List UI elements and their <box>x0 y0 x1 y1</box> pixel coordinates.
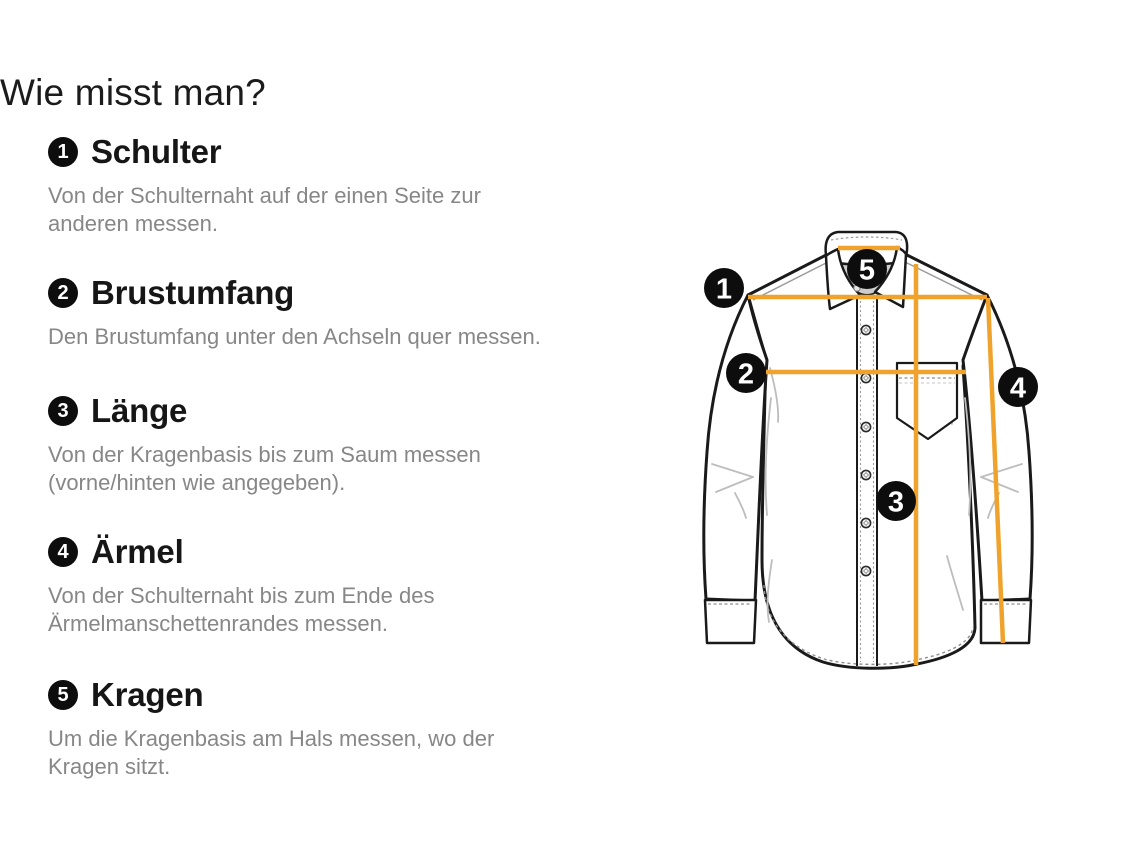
left-cuff <box>705 600 756 643</box>
section-label: Ärmel <box>91 533 184 570</box>
section-aermel <box>48 533 673 638</box>
number-badge-5: 5 <box>48 680 78 710</box>
section-description <box>48 441 673 497</box>
description-line: Von der Kragenbasis bis zum Saum messen <box>48 442 481 467</box>
shirt-button <box>861 373 870 382</box>
description-line: (vorne/hinten wie angegeben). <box>48 470 346 495</box>
shirt-measurement-diagram <box>660 195 1125 705</box>
page-title: Wie misst man? <box>0 71 266 113</box>
section-schulter <box>48 133 673 238</box>
diagram-marker-number: 3 <box>887 486 905 519</box>
shirt-button <box>861 470 870 479</box>
section-label: Schulter <box>91 133 222 170</box>
section-label: Kragen <box>91 676 204 713</box>
shirt-button <box>861 422 870 431</box>
shirt-button <box>861 566 870 575</box>
number-badge-3: 3 <box>48 396 78 426</box>
number-badge-4: 4 <box>48 537 78 567</box>
description-line: Kragen sitzt. <box>48 754 171 779</box>
section-kragen <box>48 676 673 781</box>
section-heading <box>48 533 673 571</box>
right-cuff <box>981 600 1031 643</box>
section-heading <box>48 392 673 430</box>
description-line: Ärmelmanschettenrandes messen. <box>48 611 388 636</box>
description-line: Von der Schulternaht bis zum Ende des <box>48 583 435 608</box>
left-sleeve <box>704 295 767 601</box>
description-line: Den Brustumfang unter den Achseln quer messen. <box>48 324 541 349</box>
diagram-marker-number: 5 <box>858 254 876 287</box>
section-description <box>48 725 673 781</box>
diagram-marker-number: 1 <box>715 273 733 306</box>
description-line: Um die Kragenbasis am Hals messen, wo der <box>48 726 495 751</box>
section-label: Länge <box>91 392 188 429</box>
section-brustumfang <box>48 274 673 351</box>
diagram-marker-number: 4 <box>1009 372 1027 405</box>
diagram-marker-number: 2 <box>737 358 755 391</box>
section-description <box>48 323 673 351</box>
section-heading <box>48 133 673 171</box>
shirt-button <box>861 518 870 527</box>
section-heading <box>48 676 673 714</box>
section-description <box>48 582 673 638</box>
section-description <box>48 182 673 238</box>
section-heading <box>48 274 673 312</box>
number-badge-1: 1 <box>48 137 78 167</box>
section-laenge <box>48 392 673 497</box>
section-label: Brustumfang <box>91 274 295 311</box>
description-line: Von der Schulternaht auf der einen Seite zur <box>48 183 481 208</box>
shirt-torso <box>748 253 987 668</box>
number-badge-2: 2 <box>48 278 78 308</box>
description-line: anderen messen. <box>48 211 218 236</box>
shirt-button <box>861 325 870 334</box>
